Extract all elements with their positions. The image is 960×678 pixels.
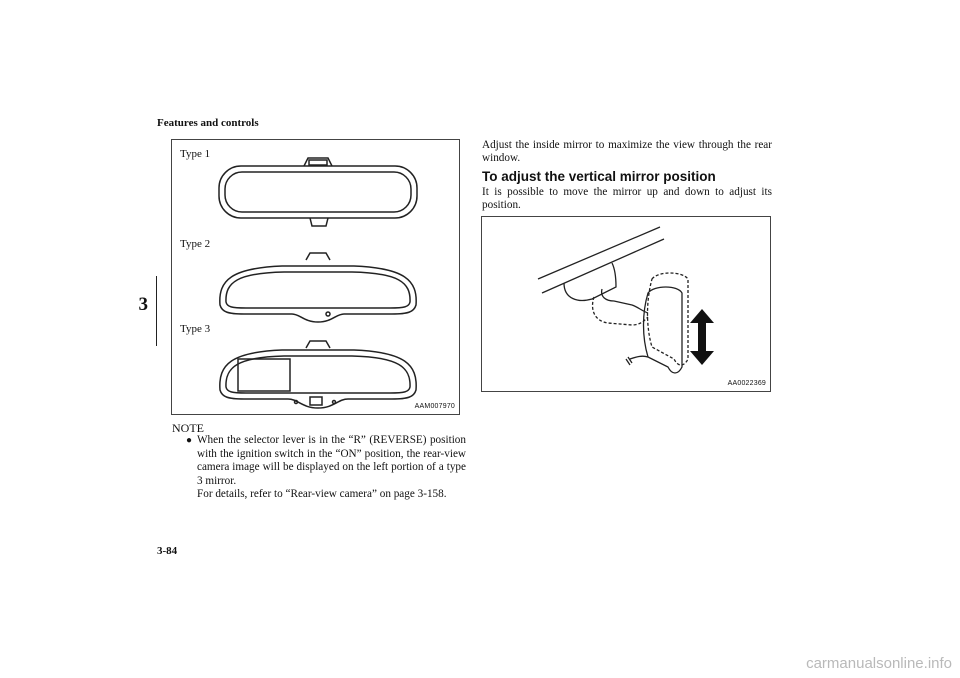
mirror-mount <box>564 263 616 300</box>
vertical-position-paragraph: It is possible to move the mirror up and down to adjust its position. <box>482 186 772 212</box>
vertical-position-heading: To adjust the vertical mirror position <box>482 169 716 184</box>
type1-mount-bottom <box>310 218 328 226</box>
mirror-drawings <box>172 140 459 414</box>
type-3-label: Type 3 <box>180 323 211 335</box>
type2-mirror-outer <box>220 266 416 322</box>
type3-mount-top <box>306 341 330 348</box>
type2-mirror-inner <box>226 272 410 308</box>
note-text: When the selector lever is in the “R” (REVERSE) position with the ignition switch in the “ON” position, the rear-view camera image will be displayed on the left portion of a type 3 mirror. <box>197 434 466 487</box>
camera-display-area <box>238 359 290 391</box>
figure-code: AAM007970 <box>414 403 455 410</box>
windshield-line-1 <box>538 227 660 279</box>
type1-mirror-inner <box>225 172 411 212</box>
figure-code: AA0022369 <box>727 380 766 387</box>
vertical-adjust-drawing <box>482 217 770 391</box>
note-body <box>186 434 466 502</box>
windshield-line-2 <box>542 239 664 293</box>
chapter-number: 3 <box>138 294 148 315</box>
note-title: NOTE <box>172 421 204 435</box>
section-header: Features and controls <box>157 117 259 129</box>
page-number: 3-84 <box>157 545 178 557</box>
up-down-arrow-icon <box>690 309 714 365</box>
watermark: carmanualsonline.info <box>806 655 952 672</box>
type-1-label: Type 1 <box>180 148 211 160</box>
type3-mirror-inner <box>226 356 410 393</box>
type-2-label: Type 2 <box>180 238 211 250</box>
note-detail: For details, refer to “Rear-view camera” on page 3-158. <box>197 488 447 501</box>
vertical-adjust-figure <box>481 216 771 392</box>
adjust-mirror-paragraph: Adjust the inside mirror to maximize the view through the rear window. <box>482 139 772 165</box>
chapter-tab <box>126 276 157 346</box>
bullet-icon: ● <box>186 435 193 446</box>
mirror-body <box>644 287 683 373</box>
type1-mirror-outer <box>219 166 417 218</box>
mirror-types-figure <box>171 139 460 415</box>
type2-mount-top <box>306 253 330 260</box>
